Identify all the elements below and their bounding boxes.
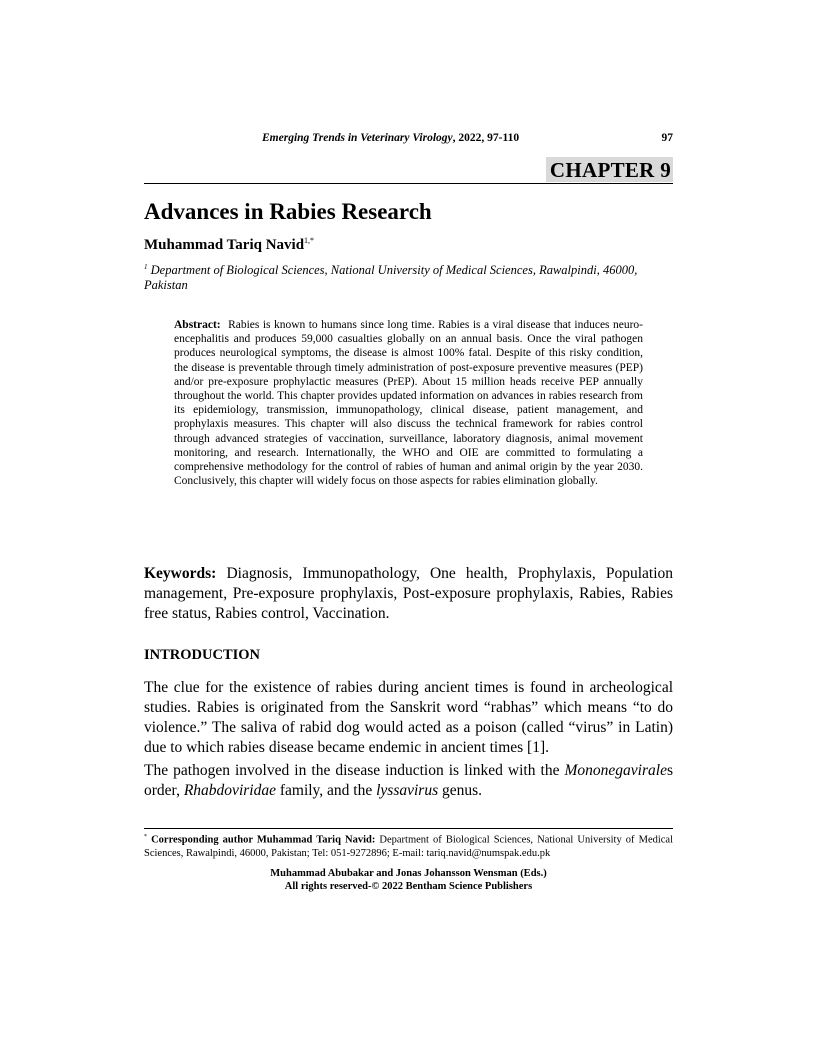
footnote-rule — [144, 828, 673, 829]
chapter-title: Advances in Rabies Research — [144, 199, 432, 224]
journal-title: Emerging Trends in Veterinary Virology — [262, 132, 453, 144]
abstract-label: Abstract: — [174, 319, 221, 331]
p2-italic-genus: lyssavirus — [376, 782, 439, 799]
abstract-text: Rabies is known to humans since long time. Rabies is a viral disease that induces neuro-encephalitis and produces 59,000 casualties globally on an annual basis. Once the viral pathogen produces neurological symptoms, the disease is almost 100% fatal. Despite of this risky condition, the disease is preventable through timely administration of post-exposure preventive measures (PEP) and/or pre-exposure prophylactic measures (PrEP). About 15 million heads receive PEP annually throughout the world. This chapter provides updated information on advances in rabies research from its epidemiology, transmission, immunopathology, clinical disease, patient management, and prophylaxis measures. This chapter will also discuss the technical framework for rabies control through advanced strategies of vaccination, surveillance, laboratory diagnosis, animal movement monitoring, and research. Internationally, the WHO and OIE are committed to formulating a comprehensive methodology for the control of rabies of human and animal origin by the year 2030. Conclusively, this chapter will widely focus on those aspects for rabies elimination globally. — [174, 319, 643, 488]
editors-line: Muhammad Abubakar and Jonas Johansson Wensman (Eds.) — [270, 868, 547, 879]
p2-italic-order: Mononegavirale — [564, 762, 667, 779]
page-number: 97 — [661, 132, 673, 144]
keywords-label: Keywords: — [144, 565, 217, 582]
rights-line: All rights reserved-© 2022 Bentham Science Publishers — [284, 881, 533, 892]
p2-text-b: s order, — [144, 762, 673, 799]
publisher-block — [144, 867, 673, 893]
p2-text-d: genus. — [438, 782, 483, 799]
intro-paragraph-1: The clue for the existence of rabies during ancient times is found in archeological studies. Rabies is originated from the Sanskrit word “rabhas” which means “to do violence.” The saliva of rabid dog would acted as a poison (called “virus” in Latin) due to which rabies disease became endemic in ancient times [1]. — [144, 679, 673, 756]
author-name: Muhammad Tariq Navid — [144, 237, 305, 253]
journal-volume: , 2022, 97-110 — [452, 132, 520, 144]
affiliation-text: Department of Biological Sciences, National University of Medical Sciences, Rawalpindi, 46000, Pakistan — [144, 263, 638, 293]
affiliation-marker: 1 — [144, 263, 148, 271]
abstract — [174, 318, 643, 488]
p2-italic-family: Rhabdoviridae — [183, 782, 276, 799]
header-rule — [144, 183, 673, 184]
author-superscript: 1,* — [304, 236, 315, 245]
journal-citation — [262, 132, 519, 144]
section-heading-introduction: INTRODUCTION — [144, 647, 261, 663]
footnote-label: Corresponding author Muhammad Tariq Navid: — [151, 834, 376, 846]
footnote — [144, 831, 673, 860]
intro-paragraph-2 — [144, 761, 673, 801]
keywords-text: Diagnosis, Immunopathology, One health, Prophylaxis, Population management, Pre-exposure prophylaxis, Post-exposure prophylaxis, Rabies, Rabies free status, Rabies control, Vaccination. — [144, 565, 673, 622]
keywords — [144, 564, 673, 624]
author-line — [144, 236, 314, 254]
footnote-marker: * — [144, 834, 147, 840]
chapter-label: CHAPTER 9 — [546, 157, 673, 182]
footnote-text: Department of Biological Sciences, National University of Medical Sciences, Rawalpindi, 46000, Pakistan; Tel: 051-9272896; E-mail: tariq.navid@numspak.edu.pk — [144, 834, 674, 859]
p2-text-a: The pathogen involved in the disease induction is linked with the — [144, 762, 565, 779]
p2-text-c: family, and the — [275, 782, 377, 799]
affiliation — [144, 260, 673, 293]
